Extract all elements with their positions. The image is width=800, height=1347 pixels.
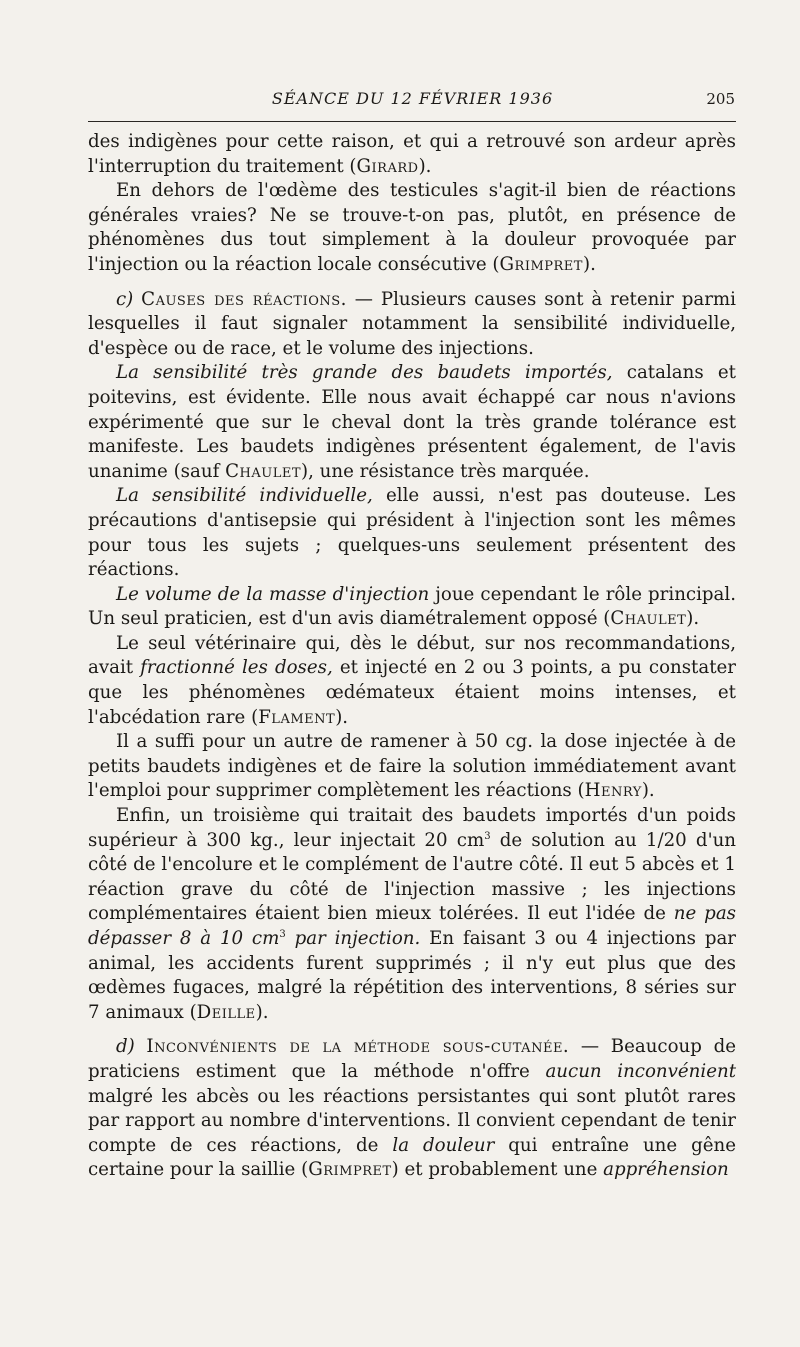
author-name: Grimpret [308,1159,392,1181]
section-label: d) [116,1036,147,1058]
author-name: Deille [196,1001,256,1023]
section-label: c) [116,288,142,310]
paragraph-2: En dehors de l'œdème des testicules s'agit-il bien de réactions générales vraies? Ne se trouve-t-on pas, plutôt, en présence de phénomènes dus tout simplement à la douleur provoquée par l'injection ou la réaction locale consécutive (Grimpret). [88,180,736,275]
paragraph-5: La sensibilité individuelle, elle aussi, n'est pas douteuse. Les précautions d'antisepsie qui président à l'injection sont les mêmes pour tous les sujets ; quelques-uns seulement présentent des réactions. [88,485,736,581]
header-rule [88,121,736,122]
author-name: Grimpret [499,253,583,275]
body-text [88,130,736,1183]
author-name: Chaulet [610,608,687,630]
author-name: Girard [356,155,419,177]
page-number: 205 [706,90,735,108]
paragraph-8: Il a suffi pour un autre de ramener à 50 cg. la dose injectée à de petits baudets indigènes et de faire la solution immédiatement avant l'emploi pour supprimer complètement les réactions (Henry). [88,731,736,802]
author-name: Chaulet [225,460,301,482]
section-heading: Inconvénients de la méthode sous-cutanée. [146,1036,570,1058]
paragraph-4: La sensibilité très grande des baudets importés, catalans et poitevins, est évidente. Elle nous avait échappé car nous n'avions expérimenté que sur le cheval dont la très grande tolérance est manifeste. Les baudets indigènes présentent également, de l'avis unanime (sauf Chaulet), une résistance très marquée. [88,362,736,482]
paragraph-7: Le seul vétérinaire qui, dès le début, sur nos recommandations, avait fractionné les doses, et injecté en 2 ou 3 points, a pu constater que les phénomènes œdémateux étaient moins intenses, et l'abcédation rare (Flament). [88,632,736,728]
author-name: Henry [584,780,642,802]
paragraph-1: des indigènes pour cette raison, et qui a retrouvé son ardeur après l'interruption du traitement (Girard). [88,131,736,177]
paragraph-9: Enfin, un troisième qui traitait des baudets importés d'un poids supérieur à 300 kg., leur injectait 20 $cm^3$ de solution au 1/20 d'un côté de l'encolure et le complément de l'autre côté. Il eut 5 abcès et 1 réaction grave du côté de l'injection massive ; les injections complémentaires étaient bien mieux tolérées. Il eut l'idée de ne pas dépasser 8 à 10 $cm^3$ par injection. En faisant 3 ou 4 injections par animal, les accidents furent supprimés ; il n'y eut plus que des œdèmes fugaces, malgré la répétition des interventions, 8 séries sur 7 animaux (Deille). [88,805,737,1023]
section-d: d) Inconvénients de la méthode sous-cutanée. — Beaucoup de praticiens estiment que la méthode n'offre aucun inconvénient malgré les abcès ou les réactions persistantes qui sont plutôt rares par rapport au nombre d'interventions. Il convient cependant de tenir compte de ces réactions, de la douleur qui entraîne une gêne certaine pour la saillie (Grimpret) et probablement une appréhension [88,1036,736,1181]
author-name: Flament [258,706,336,728]
paragraph-6: Le volume de la masse d'injection joue cependant le rôle principal. Un seul praticien, est d'un avis diamétralement opposé (Chaulet). [88,583,736,630]
section-heading: Causes des réactions. [141,288,347,310]
running-title: SÉANCE DU 12 FÉVRIER 1936 [271,89,554,108]
section-c: c) Causes des réactions. — Plusieurs causes sont à retenir parmi lesquelles il faut signaler notamment la sensibilité individuelle, d'espèce ou de race, et le volume des injections. [88,288,736,359]
page-header [90,86,735,116]
